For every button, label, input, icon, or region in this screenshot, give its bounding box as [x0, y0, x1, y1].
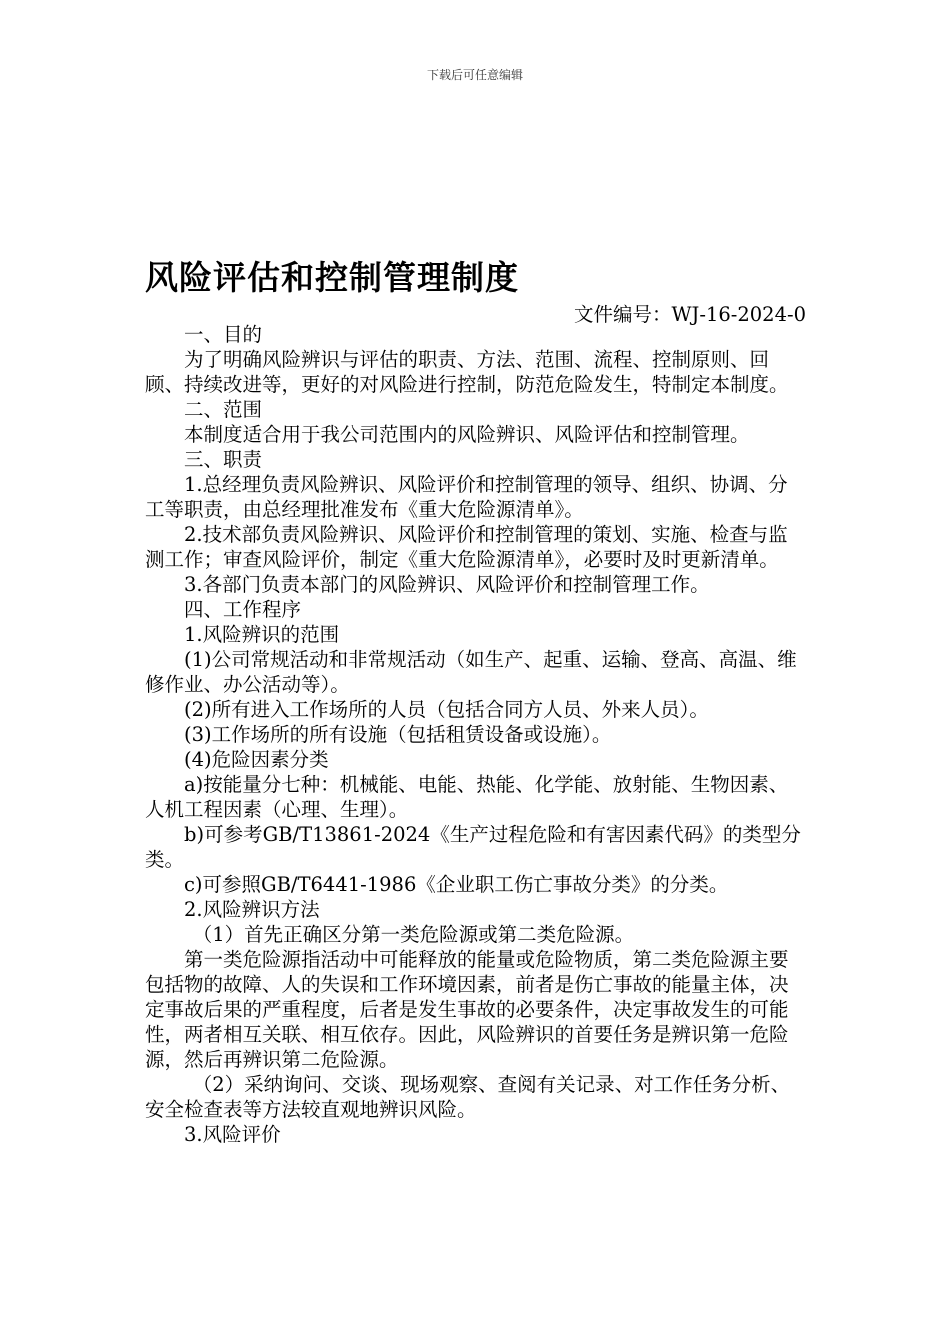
paragraph: 本制度适合用于我公司范围内的风险辨识、风险评估和控制管理。 — [184, 423, 750, 446]
section-heading-purpose: 一、目的 — [184, 323, 263, 346]
list-item: （2）采纳询问、交谈、现场观察、查阅有关记录、对工作任务分析、安全检查表等方法较直观地辨识风险。 — [145, 1073, 791, 1121]
list-item: b)可参考GB/T13861-2024《生产过程危险和有害因素代码》的类型分类。 — [145, 823, 801, 871]
section-heading-duties: 三、职责 — [184, 448, 263, 471]
list-item: (3)工作场所的所有设施（包括租赁设备或设施）。 — [184, 723, 612, 746]
paragraph: 为了明确风险辨识与评估的职责、方法、范围、流程、控制原则、回顾、持续改进等，更好的对风险进行控制，防范危险发生，特制定本制度。 — [145, 348, 789, 396]
document-title: 风险评估和控制管理制度 — [145, 258, 519, 297]
section-heading-scope: 二、范围 — [184, 398, 263, 421]
document-number: 文件编号：WJ-16-2024-0 — [574, 303, 806, 326]
subheading: 2.风险辨识方法 — [184, 898, 320, 921]
list-item: (4)危险因素分类 — [184, 748, 329, 771]
list-item: (2)所有进入工作场所的人员（包括合同方人员、外来人员）。 — [184, 698, 709, 721]
header-note: 下载后可任意编辑 — [426, 68, 523, 82]
list-item: （1）首先正确区分第一类危险源或第二类危险源。 — [192, 923, 635, 946]
subheading: 1.风险辨识的范围 — [184, 623, 340, 646]
paragraph: 第一类危险源指活动中可能释放的能量或危险物质，第二类危险源主要包括物的故障、人的失误和工作环境因素，前者是伤亡事故的能量主体，决定事故后果的严重程度，后者是发生事故的必要条件，决定事故发生的可能性，两者相互关联、相互依存。因此，风险辨识的首要任务是辨识第一危险源，然后再辨识第二危险源。 — [145, 948, 789, 1071]
paragraph: 3.各部门负责本部门的风险辨识、风险评价和控制管理工作。 — [184, 573, 710, 596]
list-item: c)可参照GB/T6441-1986《企业职工伤亡事故分类》的分类。 — [184, 873, 729, 896]
paragraph: 1.总经理负责风险辨识、风险评价和控制管理的领导、组织、协调、分工等职责，由总经理批准发布《重大危险源清单》。 — [145, 473, 788, 521]
paragraph: 2.技术部负责风险辨识、风险评价和控制管理的策划、实施、检查与监测工作；审查风险评价，制定《重大危险源清单》，必要时及时更新清单。 — [145, 523, 788, 571]
section-heading-procedure: 四、工作程序 — [184, 598, 302, 621]
subheading: 3.风险评价 — [184, 1123, 281, 1146]
document-body — [145, 322, 807, 1147]
list-item: (1)公司常规活动和非常规活动（如生产、起重、运输、登高、高温、维修作业、办公活动等）。 — [145, 648, 797, 696]
list-item: a)按能量分七种：机械能、电能、热能、化学能、放射能、生物因素、人机工程因素（心理、生理）。 — [145, 773, 789, 821]
